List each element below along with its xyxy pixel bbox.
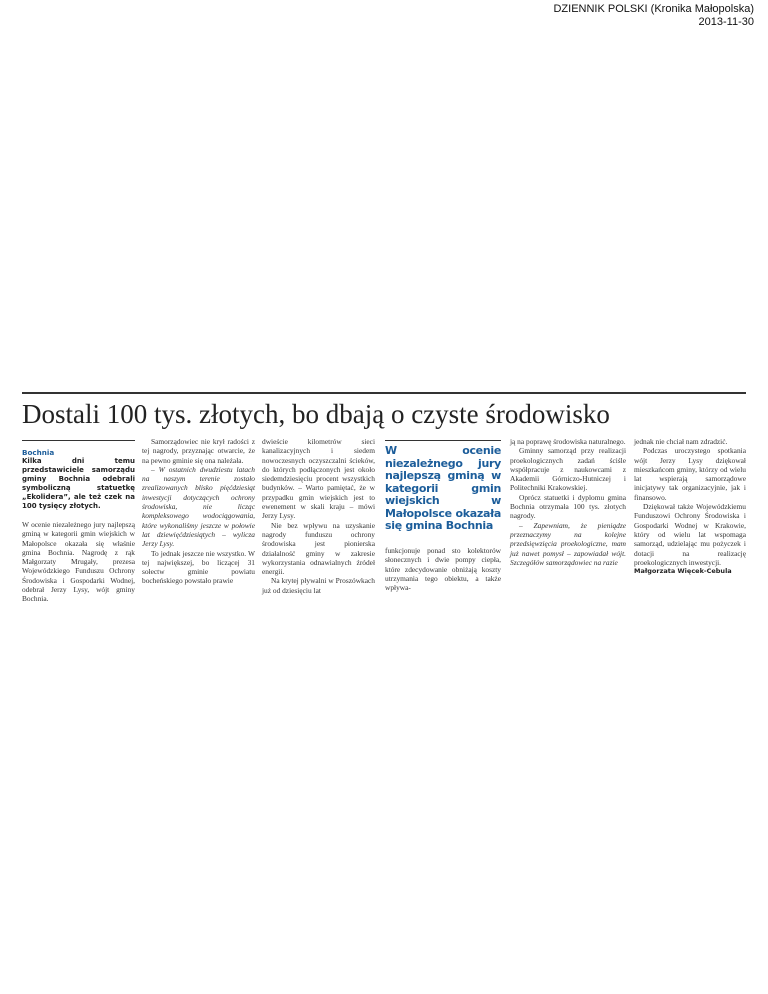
pullquote-box [385, 440, 501, 533]
paragraph: dwieście kilometrów sieci kanalizacyjnych i siedem nowoczesnych oczyszczalni ścieków, do których podłączonych jest około siedemdziesięciu procent wszystkich budynków. – Warto pamiętać, że w przypadku gmin wiejskich jest to ewenement w skali kraju – mówi Jerzy Lysy. [262, 437, 375, 521]
article-column-4 [385, 546, 501, 592]
paragraph: – W ostatnich dwudziestu latach na naszym terenie zostało zrealizowanych blisko pięćdziesiąt inwestycji dotyczących ochrony środowiska, nie licząc kompleksowego wodociągowania, które wykonaliśmy jeszcze w połowie lat dziewięćdziesiątych – wylicza Jerzy Lysy. [142, 464, 255, 549]
paragraph: Oprócz statuetki i dyplomu gmina Bochnia otrzymała 100 tys. złotych nagrody. [510, 492, 626, 521]
paragraph: – Zapewniam, że pieniądze przeznaczymy na kolejne przedsięwzięcia proekologiczne, mam już nawet pomysł – zapowiadał wójt. Szczegółów samorządowiec na razie [510, 520, 626, 567]
paragraph: ją na poprawę środowiska naturalnego. [510, 437, 626, 446]
source-info [553, 3, 754, 29]
paragraph: Nie bez wpływu na uzyskanie nagrody funduszu ochrony środowiska jest pionierska działalność gminy w zakresie wykorzystania odnawialnych źródeł energii. [262, 520, 375, 577]
paragraph: W ocenie niezależnego jury najlepszą gminą w kategorii gmin wiejskich w Małopolsce okazała się właśnie gmina Bochnia. Nagrodę z rąk Małgorzaty Mrugały, prezesa Wojewódzkiego Funduszu Ochrony Środowiska i Gospodarki Wodnej, odebrał Jerzy Lysy, wójt gminy Bochnia. [22, 520, 135, 604]
article-column-2 [142, 437, 255, 586]
section-label: Bochnia [22, 448, 55, 457]
paragraph: Samorządowiec nie krył radości z tej nagrody, przyznając otwarcie, że na pewno gminie się ona należała. [142, 437, 255, 465]
article-headline: Dostali 100 tys. złotych, bo dbają o czyste środowisko [22, 399, 610, 429]
publication-date: 2013-11-30 [698, 16, 754, 28]
paragraph: Gminny samorząd przy realizacji proekologicznych zadań ściśle współpracuje z naukowcami z Akademii Górniczo-Hutniczej i Politechniki Krakowskiej. [510, 446, 626, 493]
article-column-3 [262, 437, 375, 595]
author-signature: Małgorzata Więcek-Cebula [634, 567, 732, 576]
paragraph: Na krytej pływalni w Proszówkach już od dziesięciu lat [262, 576, 375, 595]
article-column-6 [634, 437, 746, 576]
paragraph: Dziękował także Wojewódzkiemu Funduszowi Ochrony Środowiska i Gospodarki Wodnej w Krakowie, który od wielu lat wspomaga samorząd, udzielając mu pożyczek i dotacji na realizację proekologicznych inwestycji. [634, 502, 746, 567]
paragraph: To jednak jeszcze nie wszystko. W tej największej, bo liczącej 31 sołectw gminie powiatu bocheńskiego powstało prawie [142, 548, 255, 586]
article-column-1 [22, 440, 135, 604]
publication-name: DZIENNIK POLSKI (Kronika Małopolska) [553, 3, 754, 15]
article-lead: Kilka dni temu przedstawiciele samorządu gminy Bochnia odebrali symboliczną statuetkę „Ekolidera”, ale też czek na 100 tysięcy złotych. [22, 457, 135, 510]
headline-rule [22, 392, 746, 394]
paragraph: funkcjonuje ponad sto kolektorów słonecznych i dwie pompy ciepła, które zdecydowanie obniżają koszty utrzymania tego obiektu, a także wpływa- [385, 546, 501, 593]
paragraph: jednak nie chciał nam zdradzić. [634, 437, 728, 446]
pullquote: W ocenie niezależnego jury najlepszą gminą w kategorii gmin wiejskich w Małopolsce okazała się gmina Bochnia [385, 444, 501, 532]
paragraph: Podczas uroczystego spotkania wójt Jerzy Lysy dziękował mieszkańcom gminy, którzy od wielu lat wspierają samorządowe inicjatywy tak organizacyjnie, jak i finansowo. [634, 446, 746, 502]
article-column-5 [510, 437, 626, 567]
